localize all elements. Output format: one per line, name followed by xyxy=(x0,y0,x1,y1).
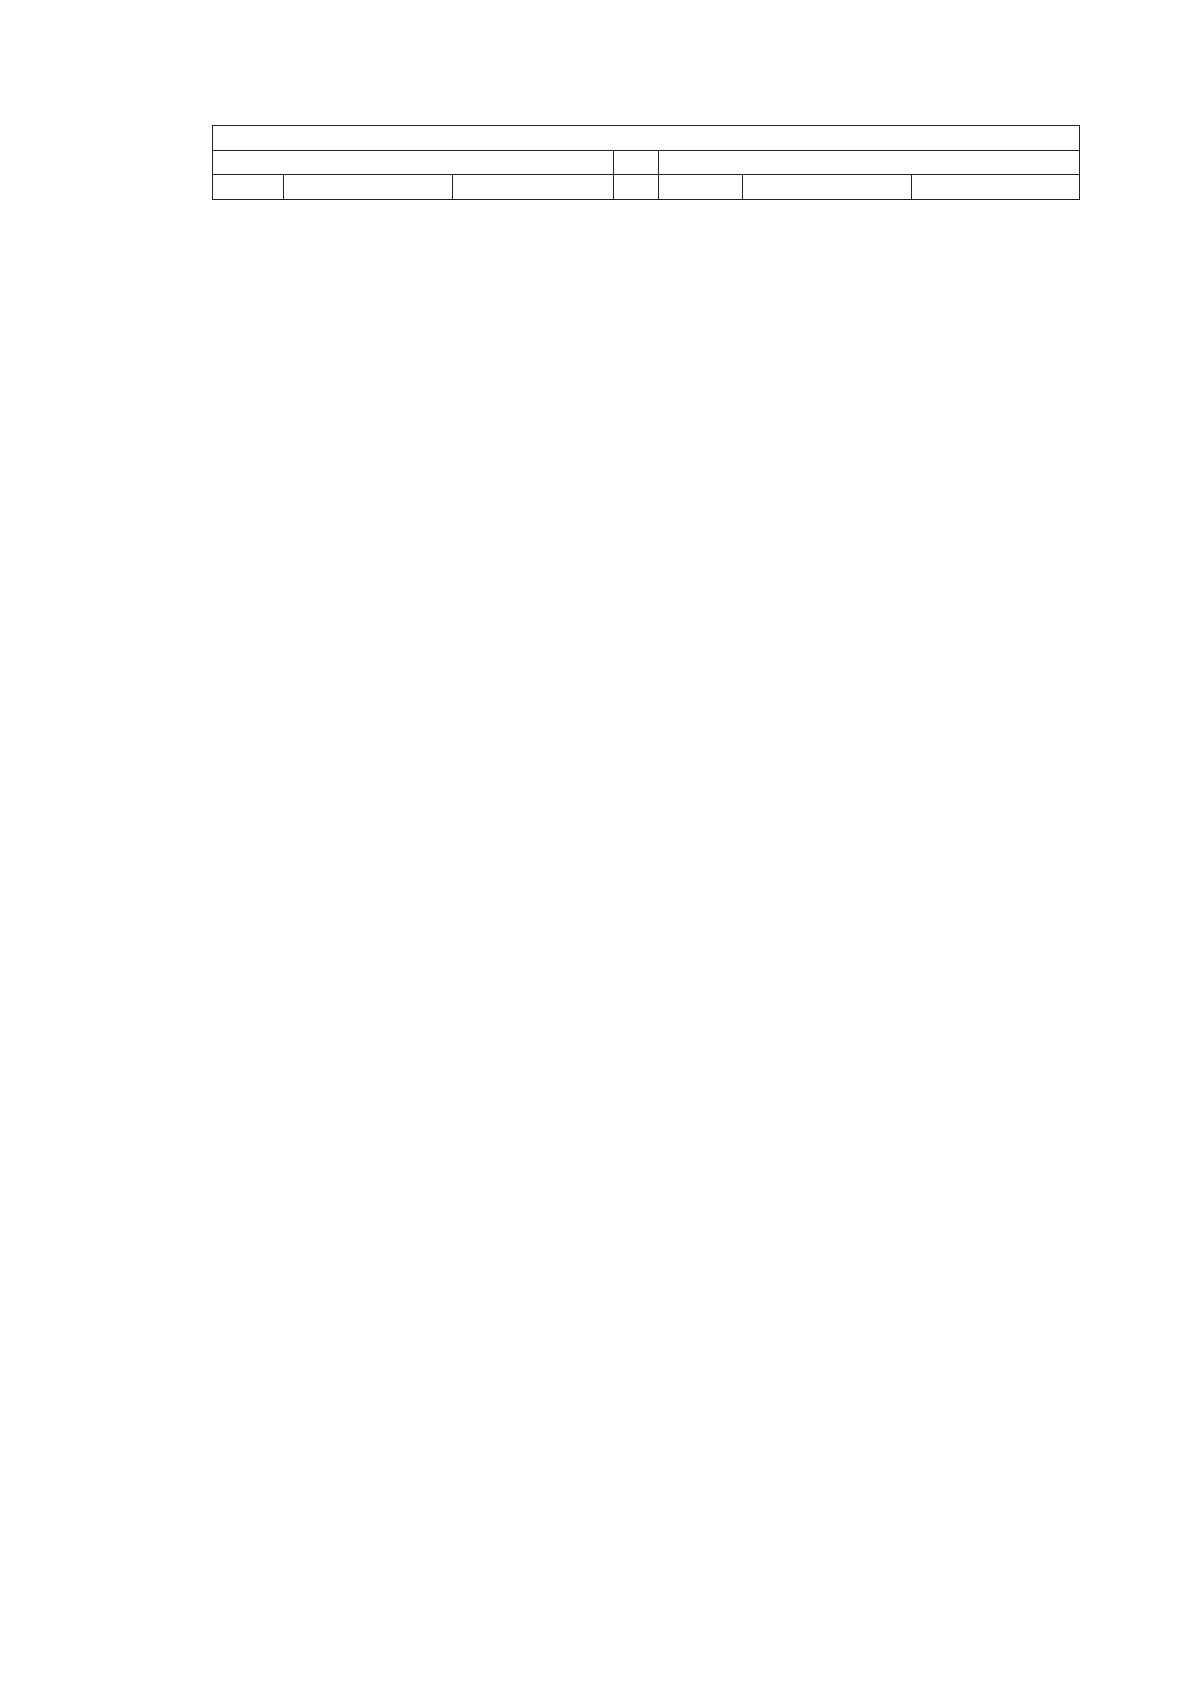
left-zone-header xyxy=(213,150,614,175)
left-x-header xyxy=(284,175,453,200)
right-zone-header xyxy=(659,150,1080,175)
section-header xyxy=(213,126,1080,200)
right-x-header xyxy=(743,175,912,200)
left-num-header xyxy=(213,175,284,200)
column-header-row xyxy=(213,175,1080,200)
coordinates-table xyxy=(212,125,1080,200)
section-title-row xyxy=(213,126,1080,151)
zone-header-row xyxy=(213,150,1080,175)
gap-cell xyxy=(614,175,659,200)
right-y-header xyxy=(912,175,1080,200)
left-y-header xyxy=(453,175,614,200)
right-num-header xyxy=(659,175,743,200)
gap-cell xyxy=(614,150,659,175)
section-title xyxy=(213,126,1080,151)
